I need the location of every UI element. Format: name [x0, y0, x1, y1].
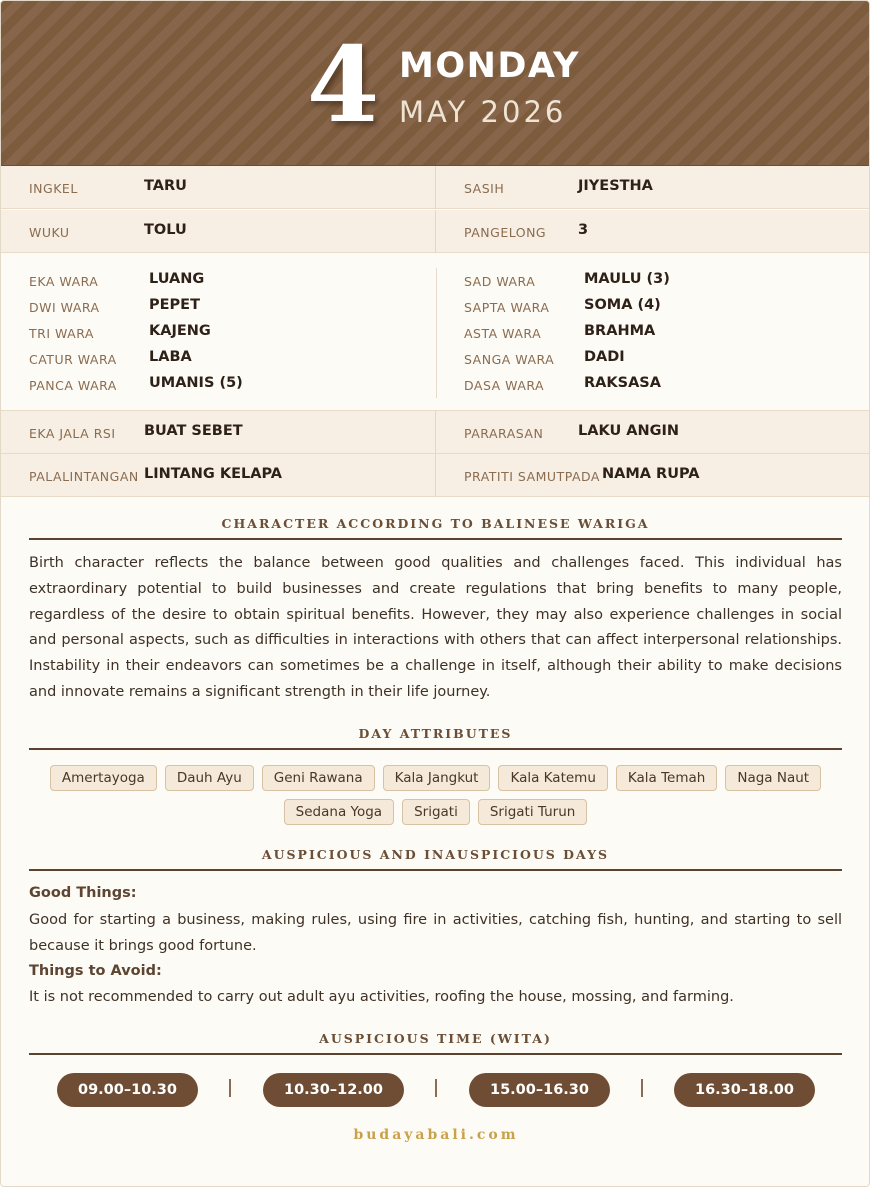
info-value: NAMA RUPA — [602, 466, 700, 482]
info-row — [1, 454, 870, 497]
attributes-title: DAY ATTRIBUTES — [29, 726, 842, 750]
site-footer: budayabali.com — [353, 1127, 519, 1143]
attribute-chip: Amertayoga — [50, 765, 157, 791]
info-label: PALALINTANGAN — [29, 469, 139, 484]
wara-value: KAJENG — [149, 323, 211, 339]
month-year: MAY 2026 — [399, 95, 567, 129]
wara-label: ASTA WARA — [464, 326, 542, 341]
wara-label: SAPTA WARA — [464, 300, 550, 315]
info-label: EKA JALA RSI — [29, 426, 116, 441]
days-title: AUSPICIOUS AND INAUSPICIOUS DAYS — [29, 847, 842, 871]
wara-label: CATUR WARA — [29, 352, 117, 367]
time-separator — [229, 1079, 231, 1097]
info-cell — [436, 210, 870, 253]
time-slot: 16.30–18.00 — [674, 1073, 815, 1107]
info-label: PRATITI SAMUTPADA — [464, 469, 600, 484]
character-title: CHARACTER ACCORDING TO BALINESE WARIGA — [29, 516, 842, 540]
attribute-chip: Kala Temah — [616, 765, 717, 791]
wara-value: DADI — [584, 349, 625, 365]
info-value: LINTANG KELAPA — [144, 466, 282, 482]
wara-label: PANCA WARA — [29, 378, 117, 393]
wara-value: SOMA (4) — [584, 297, 661, 313]
day-number: 4 — [306, 23, 380, 146]
info-cell — [1, 210, 436, 253]
wara-value: LABA — [149, 349, 192, 365]
info-label: WUKU — [29, 225, 70, 240]
info-value: 3 — [578, 222, 589, 238]
attribute-chip: Geni Rawana — [262, 765, 375, 791]
info-value: TARU — [144, 178, 187, 194]
things-to-avoid-label: Things to Avoid: — [29, 963, 162, 979]
info-row — [1, 166, 870, 209]
info-cell — [1, 166, 436, 209]
wara-label: DASA WARA — [464, 378, 545, 393]
wara-value: LUANG — [149, 271, 205, 287]
info-cell — [1, 411, 436, 454]
wara-value: UMANIS (5) — [149, 375, 243, 391]
attribute-chip: Srigati — [402, 799, 470, 825]
info-cell — [436, 411, 870, 454]
wara-value: PEPET — [149, 297, 200, 313]
time-slot: 10.30–12.00 — [263, 1073, 404, 1107]
time-separator — [435, 1079, 437, 1097]
time-slots — [29, 1073, 842, 1109]
time-slot: 09.00–10.30 — [57, 1073, 198, 1107]
info-row — [1, 411, 870, 454]
good-things-label: Good Things: — [29, 885, 137, 901]
attribute-chip: Dauh Ayu — [165, 765, 254, 791]
wara-label: SANGA WARA — [464, 352, 555, 367]
attributes-list — [29, 765, 842, 825]
time-separator — [641, 1079, 643, 1097]
character-text: Birth character reflects the balance between good qualities and challenges faced. This individual has extraordinary potential to build businesses and create regulations that bring benefits to many people, regardless of the desire to obtain spiritual benefits. However, they may also experience challenges in social and personal aspects, such as difficulties in interactions with others that can affect interpersonal relationships. Instability in their endeavors can sometimes be a challenge in itself, although their ability to make decisions and innovate remains a significant strength in their life journey. — [29, 555, 842, 700]
info-row — [1, 210, 870, 253]
info-cell — [436, 454, 870, 497]
attribute-chip: Naga Naut — [725, 765, 821, 791]
attribute-chip: Kala Jangkut — [383, 765, 491, 791]
wara-divider — [436, 268, 437, 398]
info-value: TOLU — [144, 222, 187, 238]
wara-label: SAD WARA — [464, 274, 536, 289]
day-name: MONDAY — [399, 46, 581, 86]
wara-value: MAULU (3) — [584, 271, 670, 287]
attribute-chip: Kala Katemu — [498, 765, 607, 791]
info-value: BUAT SEBET — [144, 423, 243, 439]
wara-value: BRAHMA — [584, 323, 656, 339]
wara-block — [1, 254, 870, 411]
attribute-chip: Srigati Turun — [478, 799, 587, 825]
info-cell — [436, 166, 870, 209]
time-slot: 15.00–16.30 — [469, 1073, 610, 1107]
good-things-text: Good for starting a business, making rules, using fire in activities, catching fish, hunting, and starting to sell because it brings good fortune. — [29, 912, 842, 954]
info-value: LAKU ANGIN — [578, 423, 680, 439]
wara-label: DWI WARA — [29, 300, 100, 315]
wara-value: RAKSASA — [584, 375, 661, 391]
info-cell — [1, 454, 436, 497]
info-label: PANGELONG — [464, 225, 547, 240]
times-title: AUSPICIOUS TIME (WITA) — [29, 1031, 842, 1055]
wara-label: TRI WARA — [29, 326, 94, 341]
date-header — [1, 1, 870, 166]
info-value: JIYESTHA — [578, 178, 653, 194]
info-label: PARARASAN — [464, 426, 544, 441]
attribute-chip: Sedana Yoga — [284, 799, 394, 825]
things-to-avoid-text: It is not recommended to carry out adult ayu activities, roofing the house, mossing, and farming. — [29, 989, 734, 1005]
wara-label: EKA WARA — [29, 274, 99, 289]
info-label: INGKEL — [29, 181, 78, 196]
info-label: SASIH — [464, 181, 505, 196]
